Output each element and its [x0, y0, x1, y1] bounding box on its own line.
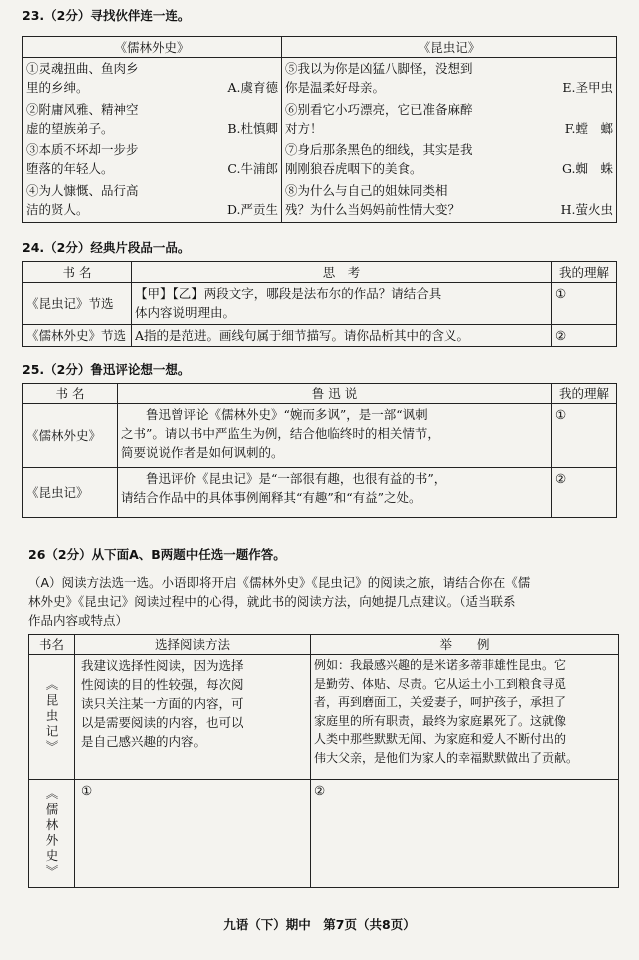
q23-left-item: [26, 59, 278, 100]
q23-col2-header: 《昆虫记》: [282, 37, 617, 58]
q25-row1-line3: 简要说说作者是如何讽刺的。: [121, 445, 284, 460]
q25-header-ans: 我的理解: [552, 384, 617, 404]
q23-left-item-line1: ③本质不坏却一步步: [26, 142, 139, 157]
q26-row2-example[interactable]: ②: [311, 780, 619, 888]
q25-row2-line2: 请结合作品中的具体事例阐释其“有趣”和“有益”之处。: [121, 490, 422, 505]
q23-right-item-line2: [285, 200, 613, 219]
q24-table: [22, 261, 617, 347]
q25-row1-line2: 之书”。请以书中严监生为例，结合他临终时的相关情节，: [121, 426, 440, 441]
q24-row2-think-line1: A指的是范进。画线句属于细节描写。请你品析其中的含义。: [135, 328, 470, 343]
q25-header-lx: 鲁 迅 说: [118, 384, 552, 404]
q25-title: 25.（2分）鲁迅评论想一想。: [22, 362, 191, 377]
q26-example-line3: 者，再到磨面工，关爱妻子，呵护孩子，承担了: [314, 695, 567, 709]
q25-row1-book: 《儒林外史》: [23, 404, 118, 468]
q23-right-item-line2: [285, 159, 613, 178]
q24-header-think: 思 考: [132, 262, 552, 283]
q23-right-item-line2: [285, 119, 613, 138]
q23-right-item-text: 残？为什么当妈妈前性情大变？: [285, 201, 461, 217]
q23-right-cell: [282, 58, 617, 223]
q24-title: 24.（2分）经典片段品一品。: [22, 240, 191, 255]
q24-row2-answer[interactable]: ②: [552, 325, 617, 347]
q23-left-option[interactable]: B.杜慎卿: [227, 120, 278, 136]
q23-right-option[interactable]: G.蜘 蛛: [561, 161, 613, 176]
q25-row2-line1: 鲁迅评价《昆虫记》是“一部很有趣，也很有益的书”，: [121, 471, 447, 486]
q23-right-item-line1: ⑥别看它小巧漂亮，它已准备麻醉: [285, 101, 473, 117]
q23-right-item-line2: [285, 78, 613, 97]
q26-example-line5: 人类中那些默默无闻、为家庭和爱人不断付出的: [314, 732, 567, 746]
q26-row2-book: 《儒林外史》: [44, 787, 59, 880]
q25-row2-text: [118, 468, 552, 518]
q23-right-item: [285, 181, 613, 222]
q23-left-option[interactable]: D.严贡生: [226, 201, 278, 217]
q26-example-line2: 是勤劳、体贴、尽责。它从运土小工到粮食寻觅: [314, 676, 567, 691]
q23-table: [22, 36, 617, 223]
q26-intro-line2: 林外史》《昆虫记》阅读过程中的心得，就此书的阅读方法，向她提几点建议。（适当联系: [28, 594, 516, 609]
q23-left-item-line1: ②附庸风雅、精神空: [26, 101, 139, 117]
q26-method-line3: 读只关注某一方面的内容，可: [81, 696, 244, 711]
q24-row1-answer[interactable]: ①: [552, 283, 617, 325]
q23-left-item-text: 堕落的年轻人。: [26, 161, 114, 176]
q24-row1-think-line1: 【甲】【乙】两段文字，哪段是法布尔的作品？请结合具: [135, 286, 442, 301]
q23-col1-header: 《儒林外史》: [23, 37, 282, 58]
q24-row1-book: 《昆虫记》节选: [23, 283, 132, 325]
q23-right-item-text: 你是温柔好母亲。: [285, 80, 386, 95]
q23-left-item-line2: [26, 119, 278, 138]
q25-table: [22, 383, 617, 518]
q23-left-item-text: 虚的望族弟子。: [26, 120, 114, 136]
q23-right-item-line1: ⑤我以为你是凶猛八脚怪，没想到: [285, 61, 473, 76]
q24-row1-think: [132, 283, 552, 325]
q26-row2-book-cell: [29, 780, 75, 888]
q26-header-book: 书名: [29, 635, 75, 655]
q23-right-item-line1: ⑧为什么与自己的姐妹同类相: [285, 182, 448, 198]
q25-row1-line1: 鲁迅曾评论《儒林外史》“婉而多讽”，是一部“讽刺: [121, 407, 428, 422]
q23-right-option[interactable]: E.圣甲虫: [562, 80, 613, 95]
q26-row2-method[interactable]: ①: [75, 780, 311, 888]
q26-row1-book: 《昆虫记》: [44, 678, 59, 756]
q23-right-item: [285, 100, 613, 141]
q26-example-line1: 例如：我最感兴趣的是米诺多蒂菲雄性昆虫。它: [314, 658, 567, 672]
q26-intro: [28, 573, 618, 630]
q23-right-item-text: 对方！: [285, 120, 323, 136]
q26-intro-line3: 作品内容或特点）: [28, 613, 129, 628]
q26-method-line5: 是自己感兴趣的内容。: [81, 734, 207, 749]
q26-header-method: 选择阅读方法: [75, 635, 311, 655]
q26-intro-line1: （A）阅读方法选一选。小语即将开启《儒林外史》《昆虫记》的阅读之旅，请结合你在《儒: [28, 575, 531, 590]
q23-left-item-line2: [26, 159, 278, 178]
q23-right-option[interactable]: F.螳 螂: [564, 120, 613, 136]
q24-row2-book: 《儒林外史》节选: [23, 325, 132, 347]
q26-example-line4: 家庭里的所有职责，最终为家庭累死了。这就像: [314, 713, 567, 728]
q23-left-cell: [23, 58, 282, 223]
q23-right-item-line1: ⑦身后那条黑色的细线，其实是我: [285, 142, 473, 157]
q23-left-item-line2: [26, 200, 278, 219]
q26-method-line4: 以是需要阅读的内容，也可以: [81, 715, 244, 730]
q26-example-line6: 伟大父亲，是他们为家人的幸福默默做出了贡献。: [314, 750, 579, 765]
q23-right-item: [285, 59, 613, 100]
q23-right-item-text: 刚刚狼吞虎咽下的美食。: [285, 161, 423, 176]
q23-left-item: [26, 181, 278, 222]
q26-header-example: 举 例: [311, 635, 619, 655]
q26-title: 26（2分）从下面A、B两题中任选一题作答。: [28, 547, 286, 562]
q24-row2-think: [132, 325, 552, 347]
q24-header-book: 书 名: [23, 262, 132, 283]
q23-left-option[interactable]: A.虞育德: [227, 80, 278, 95]
q23-left-item: [26, 100, 278, 141]
q24-header-ans: 我的理解: [552, 262, 617, 283]
q26-row1-example: [311, 655, 619, 780]
q25-row2-answer[interactable]: ②: [552, 468, 617, 518]
q25-row2-book: 《昆虫记》: [23, 468, 118, 518]
q23-left-item-text: 洁的贤人。: [26, 201, 89, 217]
q26-method-line1: 我建议选择性阅读，因为选择: [81, 658, 244, 673]
q23-left-item-text: 里的乡绅。: [26, 80, 89, 95]
q26-table: [28, 634, 619, 888]
page-footer: 九语（下）期中 第7页（共8页）: [223, 917, 416, 932]
q23-title: 23.（2分）寻找伙伴连一连。: [22, 8, 191, 23]
q23-left-option[interactable]: C.牛浦郎: [227, 161, 278, 176]
q23-left-item-line1: ①灵魂扭曲、鱼肉乡: [26, 61, 139, 76]
q23-right-item: [285, 140, 613, 181]
q24-row1-think-line2: 体内容说明理由。: [135, 305, 236, 320]
q25-row1-answer[interactable]: ①: [552, 404, 617, 468]
q23-right-option[interactable]: H.萤火虫: [560, 201, 613, 217]
q23-left-item-line1: ④为人慷慨、品行高: [26, 182, 139, 198]
q23-left-item: [26, 140, 278, 181]
q26-row1-method: [75, 655, 311, 780]
q25-header-book: 书 名: [23, 384, 118, 404]
q25-row1-text: [118, 404, 552, 468]
q26-row1-book-cell: [29, 655, 75, 780]
q26-method-line2: 性阅读的目的性较强，每次阅: [81, 677, 244, 692]
q23-left-item-line2: [26, 78, 278, 97]
